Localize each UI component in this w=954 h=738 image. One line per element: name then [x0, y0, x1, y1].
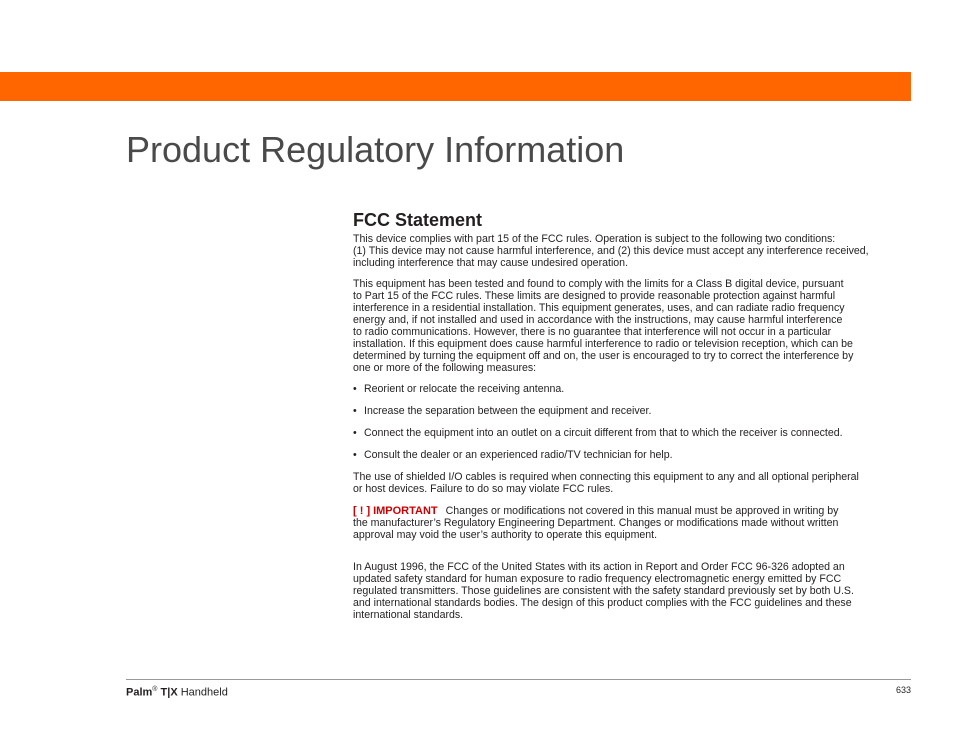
paragraph-conditions: This device complies with part 15 of the FCC rules. Operation is subject to the following two conditions: (1) This device may not cause harmful interference, and (2) this device must accept any interference received, including interference that may cause undesired operation.	[353, 233, 869, 269]
list-item	[353, 449, 911, 461]
list-item-text: Increase the separation between the equipment and receiver.	[364, 405, 652, 417]
list-item-text: Reorient or relocate the receiving antenna.	[364, 383, 565, 395]
bullet-icon: •	[353, 427, 357, 439]
bullet-icon: •	[353, 449, 357, 461]
bullet-icon: •	[353, 405, 357, 417]
list-item	[353, 383, 911, 395]
footer-brand: Palm	[126, 686, 153, 699]
important-icon: [ ! ]	[353, 505, 371, 517]
measures-list	[353, 383, 911, 461]
list-item-text: Consult the dealer or an experienced radio/TV technician for help.	[364, 449, 673, 461]
paragraph-class-b: This equipment has been tested and found to comply with the limits for a Class B digital device, pursuant to Part 15 of the FCC rules. These limits are designed to provide reasonable protection against harmful interference in a residential installation. This equipment generates, uses, and can radiate radio frequency energy and, if not installed and used in accordance with the instructions, may cause harmful interference to radio communications. However, there is no guarantee that interference will not occur in a particular installation. If this equipment does cause harmful interference to radio or television reception, which can be determined by turning the equipment off and on, the user is encouraged to try to correct the interference by one or more of the following measures:	[353, 278, 854, 374]
footer-divider	[126, 679, 911, 680]
page-number: 633	[895, 685, 911, 695]
important-text-rest: the manufacturer’s Regulatory Engineering Department. Changes or modifications made without written approval may void the user’s authority to operate this equipment.	[353, 517, 839, 541]
paragraph-shielded-cables: The use of shielded I/O cables is required when connecting this equipment to any and all optional peripheral or host devices. Failure to do so may violate FCC rules.	[353, 471, 859, 495]
bullet-icon: •	[353, 383, 357, 395]
header-accent-bar	[0, 72, 911, 101]
list-item	[353, 405, 911, 417]
registered-mark: ®	[152, 686, 158, 693]
important-note	[353, 505, 911, 541]
page-title: Product Regulatory Information	[126, 129, 625, 170]
fcc-statement-section	[353, 208, 911, 630]
footer-model: T|X	[160, 686, 178, 699]
important-text-first: Changes or modifications not covered in this manual must be approved in writing by	[445, 505, 839, 517]
footer-product: Handheld	[180, 686, 228, 699]
list-item-text: Connect the equipment into an outlet on a circuit different from that to which the receiver is connected.	[364, 427, 843, 439]
important-label: IMPORTANT	[373, 505, 438, 517]
footer-product-name	[126, 683, 228, 700]
paragraph-rf-exposure: In August 1996, the FCC of the United States with its action in Report and Order FCC 96-326 adopted an updated safety standard for human exposure to radio frequency electromagnetic energy emitted by FCC regulated transmitters. Those guidelines are consistent with the safety standard previously set by both U.S. and international standards bodies. The design of this product complies with the FCC guidelines and these international standards.	[353, 561, 854, 621]
important-first-line	[353, 505, 911, 517]
list-item	[353, 427, 911, 439]
section-heading: FCC Statement	[353, 210, 483, 230]
